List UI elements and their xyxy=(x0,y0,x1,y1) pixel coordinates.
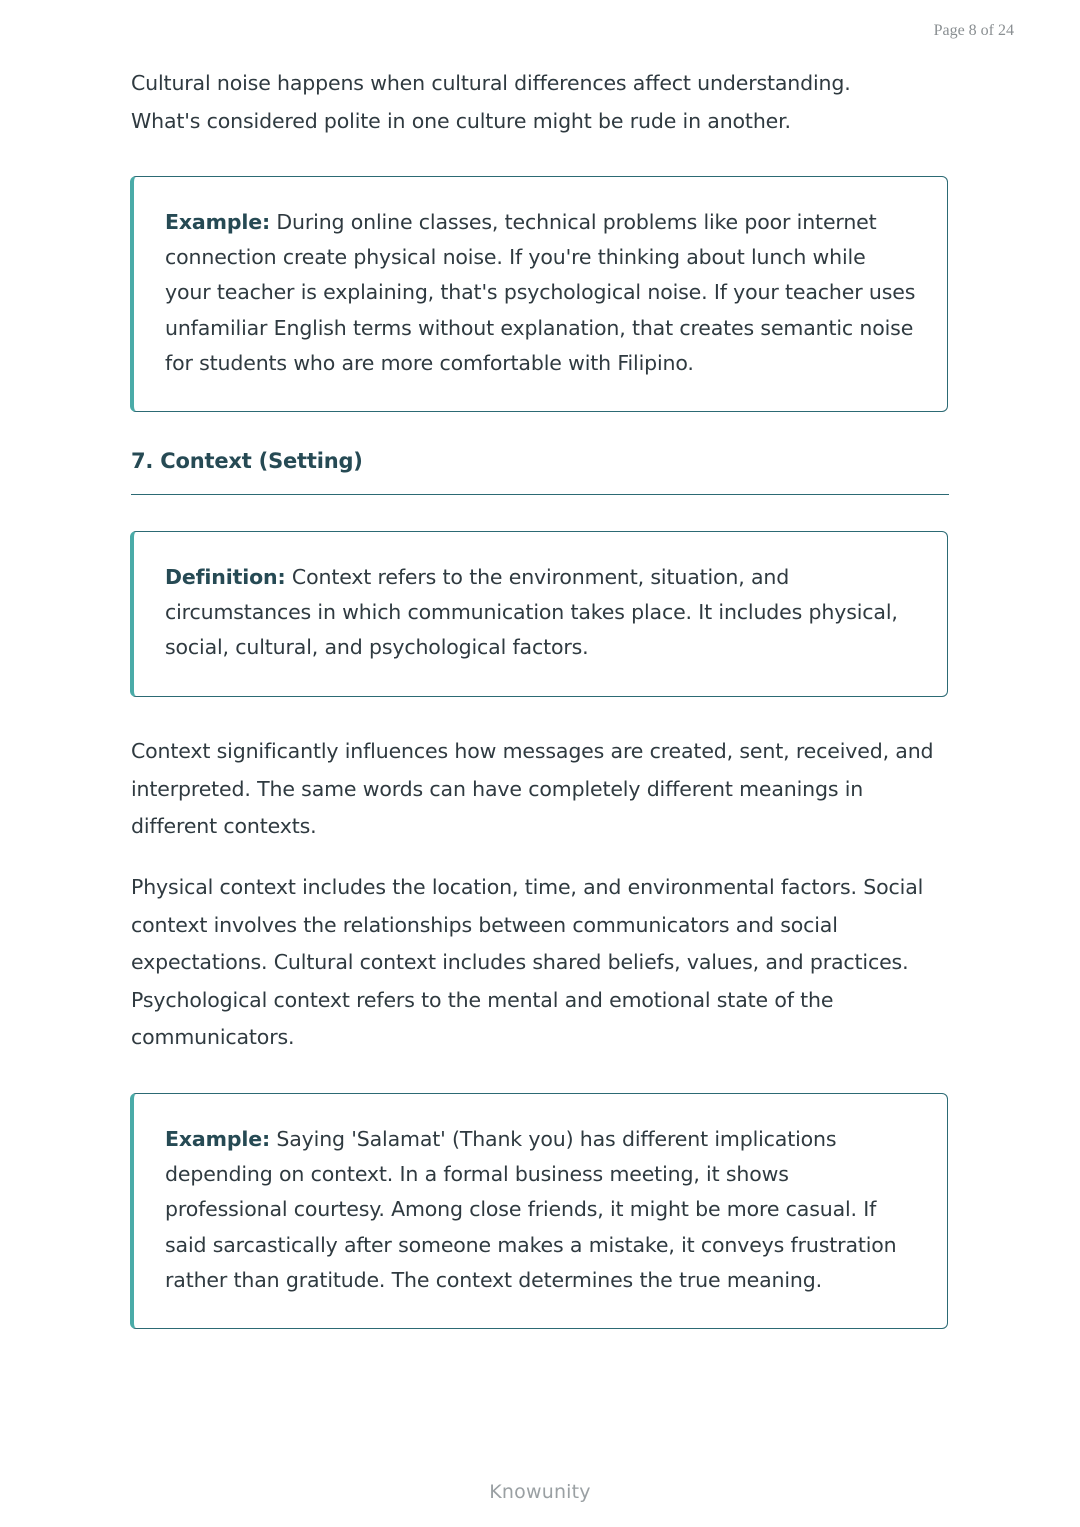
section-heading-context: 7. Context (Setting) xyxy=(131,449,363,473)
example-context-text: Saying 'Salamat' (Thank you) has different implications depending on context. In a formal business meeting, it shows professional courtesy. Among close friends, it might be more casual. If said sarcastically after someone makes a mistake, it conveys frustration rather than gratitude. The context determines the true meaning. xyxy=(165,1127,897,1292)
context-types-paragraph: Physical context includes the location, time, and environmental factors. Social context involves the relationships between communicators and social expectations. Cultural context includes shared beliefs, values, and practices. Psychological context refers to the mental and emotional state of the communicators. xyxy=(131,875,924,1050)
context-influence-paragraph: Context significantly influences how messages are created, sent, received, and interpreted. The same words can have completely different meanings in different contexts. xyxy=(131,739,934,839)
definition-content xyxy=(165,560,917,666)
footer-brand: Knowunity xyxy=(489,1481,591,1503)
example-noise-box xyxy=(130,176,948,412)
definition-box xyxy=(130,531,948,697)
section-divider xyxy=(131,494,949,495)
example-context-box xyxy=(130,1093,948,1329)
example-noise-text: During online classes, technical problems like poor internet connection create physical noise. If you're thinking about lunch while your teacher is explaining, that's psychological noise. If your teacher uses unfamiliar English terms without explanation, that creates semantic noise for students who are more comfortable with Filipino. xyxy=(165,210,916,375)
example-context-content xyxy=(165,1122,917,1298)
example-noise-content xyxy=(165,205,917,381)
page-number: Page 8 of 24 xyxy=(933,22,1014,39)
example-context-label: Example: xyxy=(165,1127,271,1151)
definition-label: Definition: xyxy=(165,565,286,589)
example-noise-label: Example: xyxy=(165,210,271,234)
cultural-noise-paragraph: Cultural noise happens when cultural differences affect understanding. What's considered polite in one culture might be rude in another. xyxy=(131,71,851,133)
definition-text: Context refers to the environment, situation, and circumstances in which communication takes place. It includes physical, social, cultural, and psychological factors. xyxy=(165,565,898,660)
